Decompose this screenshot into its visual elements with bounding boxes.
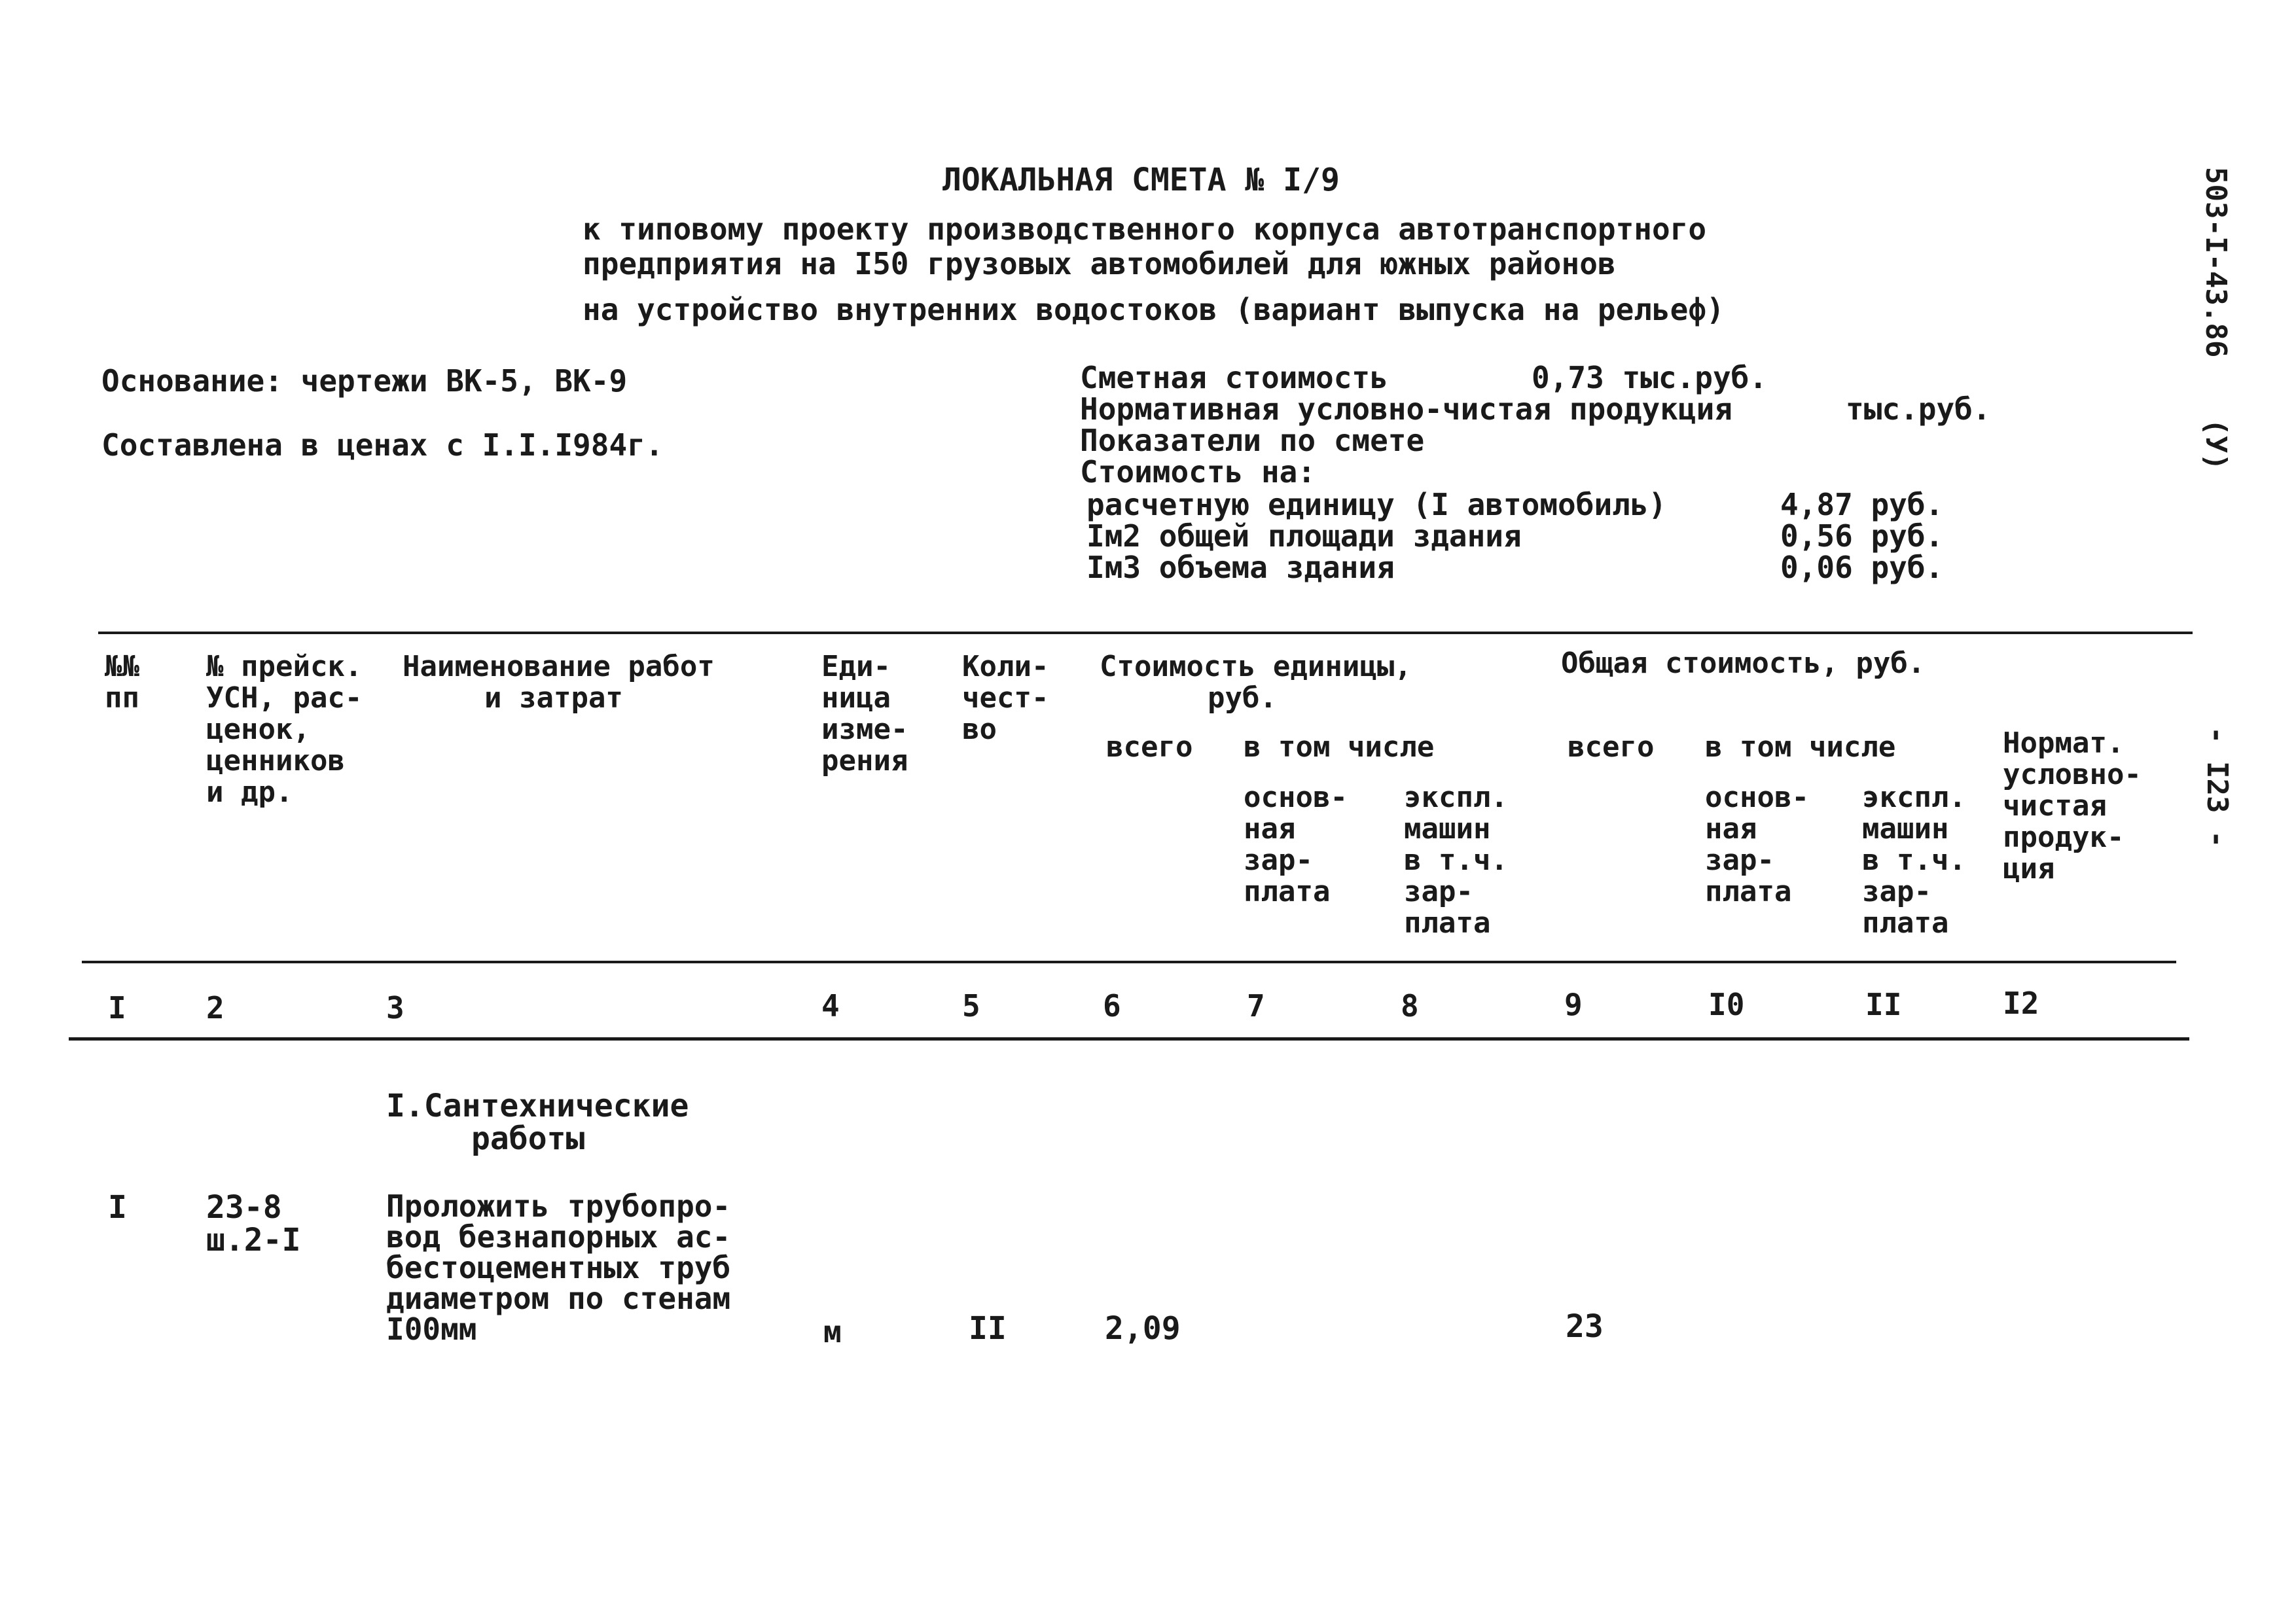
- row-unit-total: 2,09: [1105, 1310, 1181, 1347]
- page-number: - I23 -: [2200, 726, 2234, 848]
- column-number-3: 3: [386, 990, 404, 1026]
- header-unit: Еди- ница изме- рения: [821, 650, 908, 777]
- header-qty: Коли- чест- во: [962, 650, 1049, 746]
- column-number-12: I2: [2003, 986, 2039, 1021]
- per-unit-label: расчетную единицу (I автомобиль): [1086, 487, 1667, 522]
- header-bottom-rule: [82, 961, 2176, 963]
- header-total-cost-group: Общая стоимость, руб.: [1561, 647, 1926, 680]
- column-number-8: 8: [1401, 988, 1419, 1024]
- section-title: I.Сантехнические работы: [386, 1088, 689, 1157]
- header-code: № прейск. УСН, рас- ценок, ценников и др.: [206, 650, 363, 809]
- subtitle-line-2: предприятия на I50 грузовых автомобилей для южных районов: [583, 246, 1616, 281]
- prices-text: Составлена в ценах с I.I.I984г.: [101, 427, 664, 463]
- subtitle-line-3: на устройство внутренних водостоков (вариант выпуска на рельеф): [583, 292, 1725, 327]
- column-number-rule: [69, 1037, 2189, 1041]
- cost-label: Сметная стоимость: [1080, 360, 1388, 395]
- header-name: Наименование работ и затрат: [403, 650, 715, 715]
- header-total-machines: экспл. машин в т.ч. зар- плата: [1862, 781, 1966, 940]
- per-m2-label: Iм2 общей площади здания: [1086, 518, 1522, 554]
- cost-on-label: Стоимость на:: [1080, 454, 1316, 490]
- per-m3-value: 0,06 руб.: [1780, 550, 1944, 585]
- header-total-total: всего: [1568, 730, 1655, 764]
- header-num: №№ пп: [105, 650, 139, 715]
- document-code-suffix: (У): [2199, 418, 2233, 471]
- column-number-1: I: [108, 990, 126, 1026]
- header-total-wages: основ- ная зар- плата: [1705, 781, 1809, 908]
- column-number-7: 7: [1247, 988, 1265, 1024]
- cost-value: 0,73 тыс.руб.: [1532, 360, 1768, 395]
- header-total-incl: в том числе: [1705, 730, 1896, 764]
- per-m3-label: Iм3 объема здания: [1086, 550, 1395, 585]
- header-unit-cost-group: Стоимость единицы, руб.: [1100, 650, 1412, 715]
- basis-text: Основание: чертежи ВК-5, ВК-9: [101, 363, 628, 399]
- table-top-rule: [98, 632, 2193, 634]
- row-num: I: [108, 1189, 127, 1226]
- product-label: Нормативная условно-чистая продукция: [1080, 391, 1732, 427]
- product-unit: тыс.руб.: [1846, 391, 1991, 427]
- per-m2-value: 0,56 руб.: [1780, 518, 1944, 554]
- header-unit-wages: основ- ная зар- плата: [1244, 781, 1348, 908]
- column-number-10: I0: [1708, 987, 1745, 1022]
- per-unit-value: 4,87 руб.: [1780, 487, 1944, 522]
- document-code-number: 503-I-43.86: [2199, 167, 2233, 358]
- row-code: 23-8 ш.2-I: [206, 1189, 301, 1258]
- indicators-label: Показатели по смете: [1080, 423, 1425, 458]
- column-number-2: 2: [206, 990, 224, 1026]
- row-name: Проложить трубопро- вод безнапорных ас- бестоцементных труб диаметром по стенам I00мм: [386, 1188, 731, 1347]
- column-number-9: 9: [1564, 987, 1583, 1022]
- row-unit: м: [823, 1314, 842, 1349]
- document-title: ЛОКАЛЬНАЯ СМЕТА № I/9: [942, 162, 1340, 198]
- column-number-11: II: [1865, 987, 1902, 1022]
- header-norm: Нормат. условно- чистая продук- ция: [2003, 726, 2142, 885]
- header-unit-machines: экспл. машин в т.ч. зар- плата: [1404, 781, 1508, 940]
- column-number-4: 4: [821, 988, 840, 1024]
- row-total: 23: [1566, 1308, 1604, 1345]
- header-unit-incl: в том числе: [1244, 730, 1435, 764]
- document-code: [2199, 167, 2232, 471]
- row-qty: II: [969, 1310, 1007, 1347]
- header-unit-total: всего: [1106, 730, 1193, 764]
- subtitle-line-1: к типовому проекту производственного корпуса автотранспортного: [583, 211, 1707, 247]
- column-number-6: 6: [1103, 988, 1121, 1024]
- column-number-5: 5: [962, 988, 980, 1024]
